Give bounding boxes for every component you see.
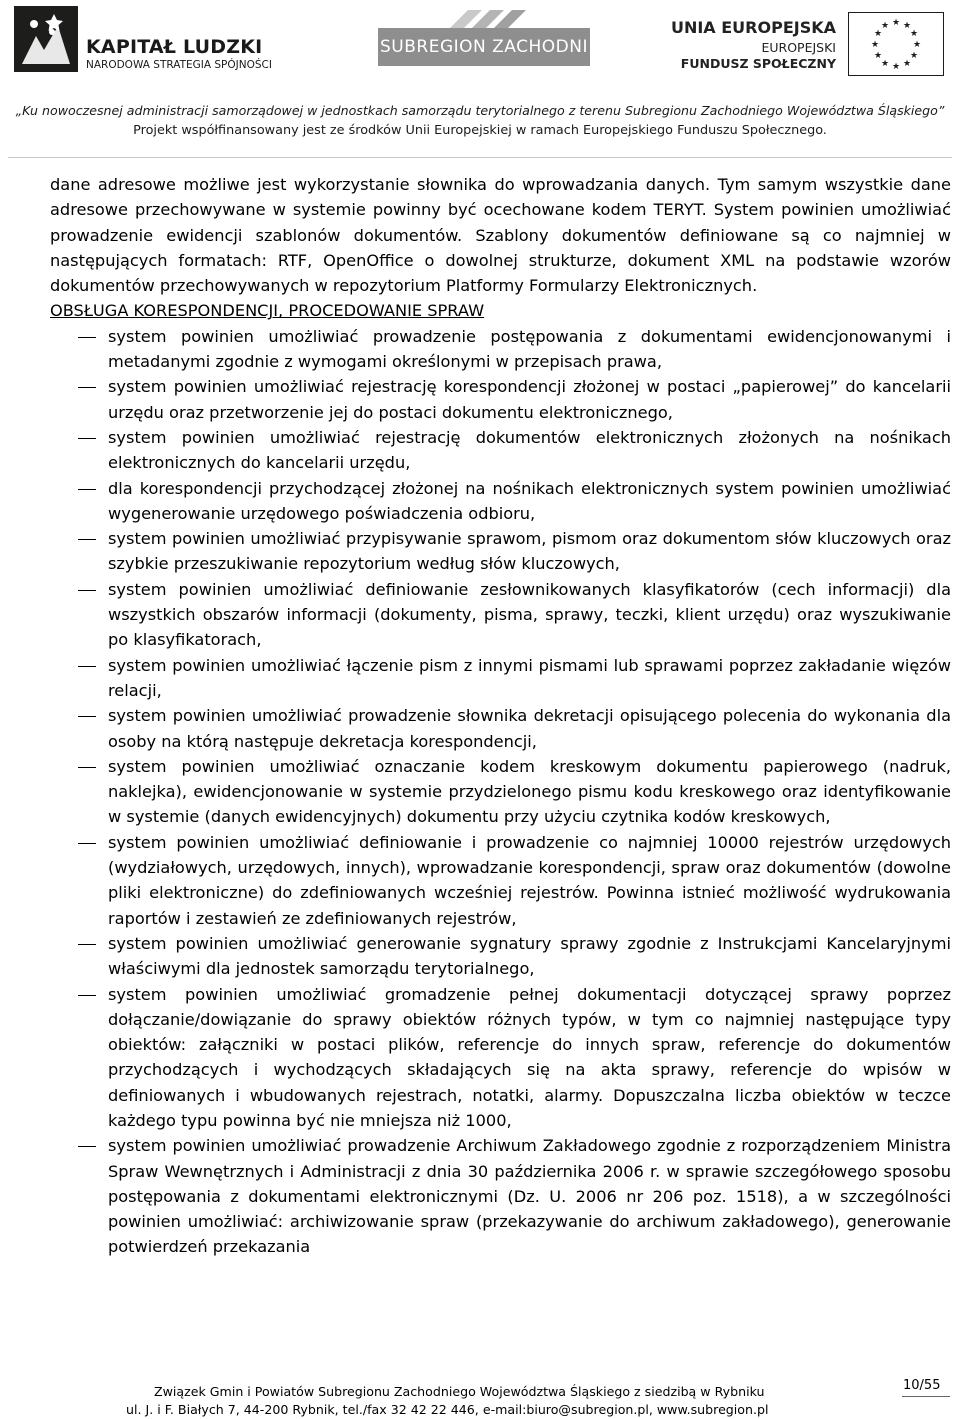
- svg-text:★: ★: [891, 62, 901, 72]
- list-item: [50, 324, 951, 375]
- list-item-text: system powinien umożliwiać gromadzenie pełnej dokumentacji dotyczącej sprawy poprzez dołączanie/dowiązanie do sprawy obiektów różnych typów, w tym co najmniej następujące typy obiektów: załączniki w postaci plików, referencje do innych spraw, referencje do dokumentów przychodzących i wychodzących składających się na akta sprawy, referencje do wpisów w definiowanych i wbudowanych rejestrach, notatki, alarmy. Dopuszczalna liczba obiektów w teczce każdego typu powinna być nie mniejsza niż 1000,: [108, 984, 951, 1130]
- list-item-text: system powinien umożliwiać oznaczanie kodem kreskowym dokumentu papierowego (nadruk, naklejka), ewidencjonowanie w systemie przydzielonego pismu kodu kreskowego oraz identyfikowanie w systemie (danych ewidencyjnych) dokumentu przy użyciu czytnika kodów kreskowych,: [108, 756, 951, 827]
- eu-line-1: UNIA EUROPEJSKA: [670, 18, 836, 37]
- subregion-logo-text: SUBREGION ZACHODNI: [378, 28, 590, 66]
- dash-bullet-icon: [78, 438, 96, 439]
- list-item-text: system powinien umożliwiać rejestrację dokumentów elektronicznych złożonych na nośnikach elektronicznych do kancelarii urzędu,: [108, 427, 951, 473]
- dash-bullet-icon: [78, 387, 96, 388]
- project-motto: „Ku nowoczesnej administracji samorządowej w jednostkach samorządu terytorialnego z terenu Subregionu Zachodniego Województwa Śląskiego”: [15, 103, 945, 118]
- eu-line-3: FUNDUSZ SPOŁECZNY: [680, 56, 836, 71]
- kapital-ludzki-subtitle: NARODOWA STRATEGIA SPÓJNOŚCI: [86, 59, 272, 71]
- list-item-text: system powinien umożliwiać rejestrację korespondencji złożonej w postaci „papierowej” do kancelarii urzędu oraz przetworzenie jej do postaci dokumentu elektronicznego,: [108, 377, 951, 422]
- list-item-text: system powinien umożliwiać generowanie sygnatury sprawy zgodnie z Instrukcjami Kancelaryjnymi właściwymi dla jednostek samorządu terytorialnego,: [108, 933, 951, 979]
- eu-logo: [670, 10, 948, 76]
- list-item: [50, 703, 951, 754]
- list-item: [50, 1133, 951, 1259]
- dash-bullet-icon: [78, 1146, 96, 1147]
- list-item-text: dla korespondencji przychodzącej złożonej na nośnikach elektronicznych system powinien umożliwiać wygenerowanie urzędowego poświadczenia odbioru,: [108, 478, 951, 523]
- footer-contact: ul. J. i F. Białych 7, 44-200 Rybnik, tel./fax 32 42 22 446, e-mail:biuro@subregion.pl, www.subregion.pl: [126, 1402, 769, 1417]
- svg-text:★: ★: [880, 59, 890, 69]
- document-body: [50, 172, 951, 1260]
- list-item: [50, 754, 951, 830]
- list-item-text: system powinien umożliwiać przypisywanie sprawom, pismom oraz dokumentom słów kluczowych oraz szybkie przeszukiwanie repozytorium według słów kluczowych,: [108, 529, 951, 574]
- dash-bullet-icon: [78, 767, 96, 768]
- list-item-text: system powinien umożliwiać prowadzenie postępowania z dokumentami ewidencjonowanymi i metadanymi zgodnie z wymogami określonymi w przepisach prawa,: [108, 326, 951, 372]
- svg-text:★: ★: [909, 29, 919, 39]
- page-number-underline: [902, 1396, 950, 1397]
- list-item: [50, 931, 951, 982]
- cofinancing-note: Projekt współfinansowany jest ze środków Unii Europejskiej w ramach Europejskiego Funduszu Społecznego.: [133, 123, 827, 138]
- dash-bullet-icon: [78, 843, 96, 844]
- eu-line-2: EUROPEJSKI: [761, 40, 836, 55]
- footer-organization: Związek Gmin i Powiatów Subregionu Zachodniego Województwa Śląskiego z siedzibą w Rybniku: [154, 1384, 765, 1399]
- list-item: [50, 982, 951, 1134]
- list-item-text: system powinien umożliwiać definiowanie i prowadzenie co najmniej 10000 rejestrów urzędowych (wydziałowych, urzędowych, innych), wprowadzanie korespondencji, spraw oraz dokumentów (dowolne pliki elektroniczne) do zdefiniowanych wcześniej rejestrów. Powinna istnieć możliwość wydrukowania raportów i zestawień ze zdefiniowanych rejestrów,: [108, 832, 951, 928]
- svg-text:★: ★: [880, 21, 890, 31]
- list-item: [50, 425, 951, 476]
- list-item: [50, 577, 951, 653]
- list-item-text: system powinien umożliwiać definiowanie zesłownikowanych klasyfikatorów (cech informacji) dla wszystkich obszarów informacji (dokumenty, pisma, sprawy, teczki, klient urzędu) oraz wyszukiwanie po klasyfikatorach,: [108, 579, 951, 650]
- svg-text:★: ★: [873, 51, 883, 61]
- list-item: [50, 374, 951, 425]
- svg-text:★: ★: [912, 40, 922, 50]
- intro-paragraph: dane adresowe możliwe jest wykorzystanie słownika do wprowadzania danych. Tym samym wszystkie dane adresowe przechowywane w systemie powinny być ocechowane kodem TERYT. System powinien umożliwiać prowadzenie ewidencji szablonów dokumentów. Szablony dokumentów definiowane są co najmniej w następujących formatach: RTF, OpenOffice o dowolnej strukturze, dokument XML na podstawie wzorów dokumentów przechowywanych w repozytorium Platformy Formularzy Elektronicznych.: [50, 175, 951, 296]
- page-number: 10/55: [903, 1378, 941, 1393]
- list-item: [50, 526, 951, 577]
- svg-text:★: ★: [902, 21, 912, 31]
- dash-bullet-icon: [78, 489, 96, 490]
- dash-bullet-icon: [78, 716, 96, 717]
- dash-bullet-icon: [78, 539, 96, 540]
- subregion-stripes-icon: [378, 10, 590, 30]
- svg-text:★: ★: [891, 18, 901, 28]
- section-title: OBSŁUGA KORESPONDENCJI, PROCEDOWANIE SPRAW: [50, 301, 485, 321]
- header-divider: [8, 157, 952, 158]
- svg-text:★: ★: [870, 40, 880, 50]
- list-item: [50, 830, 951, 931]
- list-item-text: system powinien umożliwiać prowadzenie słownika dekretacji opisującego polecenia do wykonania dla osoby na którą następuje dekretacja korespondencji,: [108, 706, 951, 751]
- svg-text:★: ★: [909, 51, 919, 61]
- kapital-ludzki-emblem-icon: [14, 6, 78, 72]
- kapital-ludzki-title: KAPITAŁ LUDZKI: [86, 36, 263, 58]
- list-item: [50, 476, 951, 527]
- svg-text:★: ★: [873, 29, 883, 39]
- dash-bullet-icon: [78, 590, 96, 591]
- list-item-text: system powinien umożliwiać łączenie pism z innymi pismami lub sprawami poprzez zakładanie więzów relacji,: [108, 655, 951, 700]
- kapital-ludzki-logo: [14, 6, 294, 76]
- requirements-list: [50, 324, 951, 1260]
- list-item: [50, 653, 951, 704]
- dash-bullet-icon: [78, 995, 96, 996]
- subregion-zachodni-logo: [378, 10, 590, 70]
- dash-bullet-icon: [78, 944, 96, 945]
- list-item-text: system powinien umożliwiać prowadzenie Archiwum Zakładowego zgodnie z rozporządzeniem Ministra Spraw Wewnętrznych i Administracji z dnia 30 października 2006 r. w sprawie szczegółowego sposobu postępowania z dokumentami elektronicznymi (Dz. U. 2006 nr 206 poz. 1518), a w szczególności powinien umożliwiać: archiwizowanie spraw (przekazywanie do archiwum zakładowego), generowanie potwierdzeń przekazania: [108, 1136, 951, 1257]
- dash-bullet-icon: [78, 666, 96, 667]
- dash-bullet-icon: [78, 337, 96, 338]
- svg-text:★: ★: [902, 59, 912, 69]
- eu-flag-icon: [848, 12, 944, 76]
